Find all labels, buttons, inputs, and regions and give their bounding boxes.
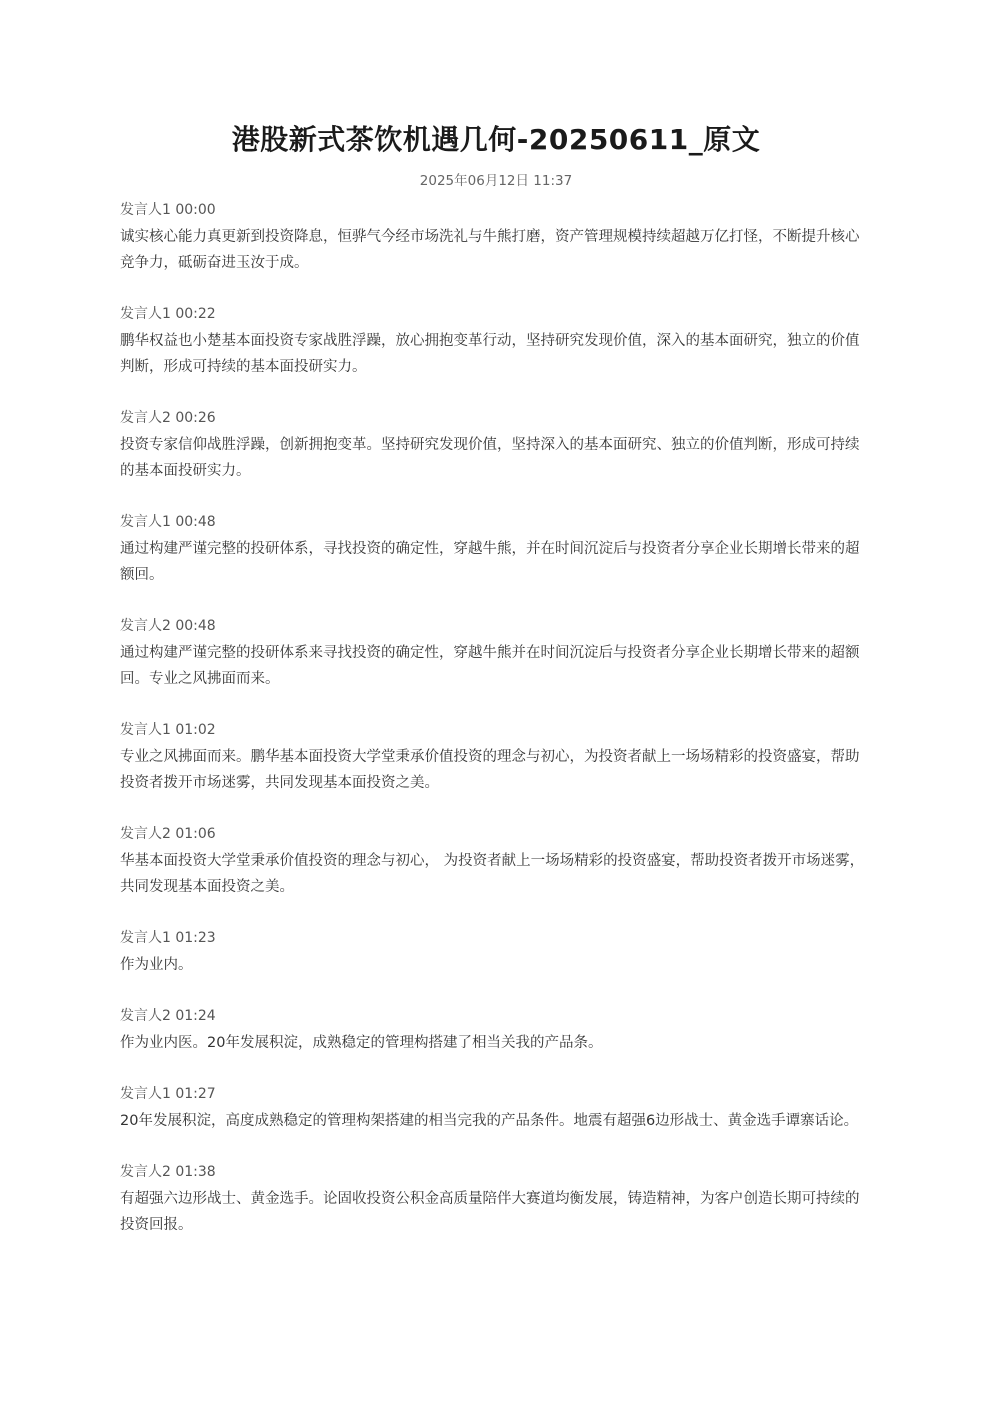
transcript-text: 鹏华权益也小楚基本面投资专家战胜浮躁，放心拥抱变革行动，坚持研究发现价值，深入的基本面研究，独立的价值判断，形成可持续的基本面投研实力。 bbox=[120, 333, 860, 375]
document-title: 港股新式茶饮机遇几何-20250611_原文 bbox=[231, 123, 761, 156]
speaker-timestamp: 发言人1 00:48 bbox=[120, 514, 216, 530]
transcript-text: 投资专家信仰战胜浮躁，创新拥抱变革。坚持研究发现价值，坚持深入的基本面研究、独立的价值判断，形成可持续的基本面投研实力。 bbox=[120, 437, 860, 479]
speaker-timestamp: 发言人2 01:38 bbox=[120, 1164, 216, 1180]
speaker-timestamp: 发言人1 00:00 bbox=[120, 202, 216, 218]
speaker-timestamp: 发言人2 00:26 bbox=[120, 410, 216, 426]
transcript-text: 20年发展积淀，高度成熟稳定的管理构架搭建的相当完我的产品条件。地震有超强6边形战士、黄金选手谭寨话论。 bbox=[120, 1113, 859, 1129]
transcript-text: 通过构建严谨完整的投研体系来寻找投资的确定性，穿越牛熊并在时间沉淀后与投资者分享企业长期增长带来的超额回。专业之风拂面而来。 bbox=[120, 645, 860, 687]
transcript-entry bbox=[120, 718, 872, 796]
document-page bbox=[120, 0, 872, 1264]
transcript-text: 通过构建严谨完整的投研体系，寻找投资的确定性，穿越牛熊，并在时间沉淀后与投资者分享企业长期增长带来的超额回。 bbox=[120, 541, 860, 583]
transcript-text: 专业之风拂面而来。鹏华基本面投资大学堂秉承价值投资的理念与初心，为投资者献上一场场精彩的投资盛宴，帮助投资者拨开市场迷雾，共同发现基本面投资之美。 bbox=[120, 749, 860, 791]
speaker-timestamp: 发言人1 00:22 bbox=[120, 306, 216, 322]
transcript-entry bbox=[120, 406, 872, 484]
transcript-entry bbox=[120, 510, 872, 588]
transcript-entry bbox=[120, 1082, 872, 1134]
transcript-text: 诚实核心能力真更新到投资降息，恒骅气今经市场洗礼与牛熊打磨，资产管理规模持续超越万亿打怪，不断提升核心竞争力，砥砺奋进玉汝于成。 bbox=[120, 229, 860, 271]
speaker-timestamp: 发言人1 01:27 bbox=[120, 1086, 216, 1102]
speaker-timestamp: 发言人1 01:23 bbox=[120, 930, 216, 946]
transcript-entry bbox=[120, 614, 872, 692]
transcript-text: 华基本面投资大学堂秉承价值投资的理念与初心， 为投资者献上一场场精彩的投资盛宴，帮助投资者拨开市场迷雾，共同发现基本面投资之美。 bbox=[120, 853, 865, 895]
transcript-entry bbox=[120, 1004, 872, 1056]
transcript-entry bbox=[120, 1160, 872, 1238]
transcript-text: 有超强六边形战士、黄金选手。论固收投资公积金高质量陪伴大赛道均衡发展，铸造精神，为客户创造长期可持续的投资回报。 bbox=[120, 1191, 860, 1233]
transcript-entry bbox=[120, 926, 872, 978]
document-date: 2025年06月12日 11:37 bbox=[419, 173, 573, 189]
speaker-timestamp: 发言人2 00:48 bbox=[120, 618, 216, 634]
transcript-text: 作为业内医。20年发展积淀，成熟稳定的管理构搭建了相当关我的产品条。 bbox=[120, 1035, 603, 1051]
transcript-text: 作为业内。 bbox=[120, 957, 193, 973]
transcript-entry bbox=[120, 198, 872, 276]
transcript bbox=[120, 198, 872, 1238]
speaker-timestamp: 发言人2 01:24 bbox=[120, 1008, 216, 1024]
speaker-timestamp: 发言人1 01:02 bbox=[120, 722, 216, 738]
transcript-entry bbox=[120, 822, 872, 900]
transcript-entry bbox=[120, 302, 872, 380]
speaker-timestamp: 发言人2 01:06 bbox=[120, 826, 216, 842]
